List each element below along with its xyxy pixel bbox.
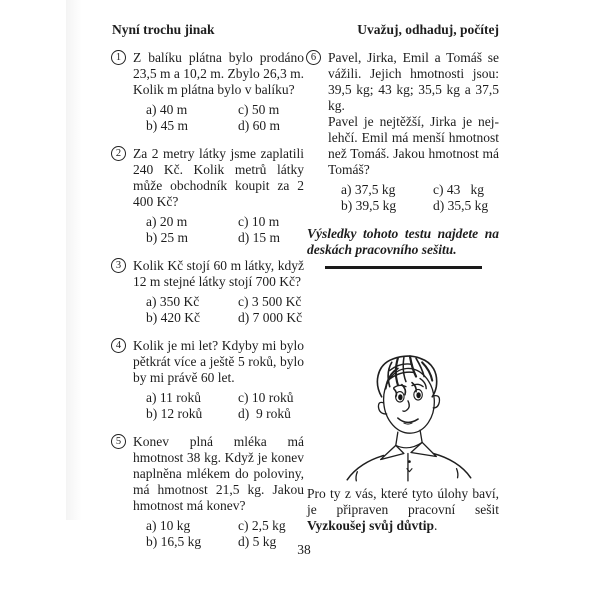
option-b: b) 12 roků [146, 406, 203, 421]
option-c: c) 50 m [238, 102, 280, 117]
problem-1 [112, 50, 304, 134]
option-c: c) 3 500 Kč [238, 294, 302, 309]
problem-number-badge: 5 [111, 434, 126, 449]
problem-5 [112, 434, 304, 550]
results-note: Výsledky tohoto testu najdete na deskách pracovního sešitu. [307, 226, 499, 257]
promo-text [307, 486, 499, 534]
option-d: d) 60 m [238, 118, 280, 133]
right-column-header: Uvažuj, odhaduj, počítej [357, 22, 499, 37]
option-a: a) 350 Kč [146, 294, 200, 309]
option-a: a) 10 kg [146, 518, 191, 533]
problem-number-badge: 2 [111, 146, 126, 161]
problem-text: Konev plná mléka má hmotnost 38 kg. Když je konev naplněna mlékem do poloviny, má hmotnost 21,5 kg. Jakou hmotnost má konev? [133, 434, 304, 513]
problem-2 [112, 146, 304, 246]
option-c: c) 43 kg [433, 182, 484, 197]
page-edge-shadow [66, 0, 82, 520]
problem-text: Za 2 metry látky jsme zaplatili 240 Kč. Kolik metrů látky může obchodník koupit za 2 400 Kč? [133, 146, 304, 209]
option-b: b) 25 m [146, 230, 188, 245]
left-column [112, 22, 304, 562]
option-a: a) 40 m [146, 102, 188, 117]
option-b: b) 16,5 kg [146, 534, 202, 549]
page-number: 38 [297, 542, 311, 557]
problem-number-badge: 3 [111, 258, 126, 273]
problem-options [328, 182, 499, 214]
promo-text-before: Pro ty z vás, které tyto úlohy baví, je připraven pracovní sešit [307, 486, 499, 517]
option-c: c) 10 m [238, 214, 280, 229]
option-a: a) 37,5 kg [341, 182, 396, 197]
promo-text-after: . [434, 518, 438, 533]
option-d: d) 15 m [238, 230, 280, 245]
problem-4 [112, 338, 304, 422]
problem-options [133, 390, 304, 422]
problem-text: Pavel je nejtěžší, Jirka je nejlehčí. Emil má menší hmotnost než Tomáš. Jakou hmotnost má Tomáš? [328, 114, 499, 177]
option-b: b) 39,5 kg [341, 198, 397, 213]
option-c: c) 2,5 kg [238, 518, 286, 533]
problem-text: Kolik Kč stojí 60 m látky, když 12 m stejné látky stojí 700 Kč? [133, 258, 304, 289]
problem-options [133, 214, 304, 246]
problem-text: Kolik je mi let? Kdyby mi bylo pětkrát více a ještě 5 roků, bylo by mi právě 60 let. [133, 338, 304, 385]
promo-book-title: Vyzkoušej svůj důvtip [307, 518, 435, 533]
option-b: b) 420 Kč [146, 310, 200, 325]
problem-options [133, 294, 304, 326]
option-a: a) 20 m [146, 214, 188, 229]
option-d: d) 7 000 Kč [238, 310, 303, 325]
problem-3 [112, 258, 304, 326]
section-divider [325, 266, 482, 269]
problem-number-badge: 6 [306, 50, 321, 65]
right-column [307, 22, 499, 533]
option-d: d) 5 kg [238, 534, 277, 549]
problem-options [133, 102, 304, 134]
problem-number-badge: 4 [111, 338, 126, 353]
problem-number-badge: 1 [111, 50, 126, 65]
boy-illustration [331, 348, 493, 482]
problem-text: Z balíku plátna bylo prodáno 23,5 m a 10,2 m. Zbylo 26,3 m. Kolik m plátna bylo v balíku? [133, 50, 304, 97]
problem-6 [307, 50, 499, 214]
option-a: a) 11 roků [146, 390, 201, 405]
option-d: d) 35,5 kg [433, 198, 489, 213]
option-b: b) 45 m [146, 118, 188, 133]
problem-text: Pavel, Jirka, Emil a Tomáš se vážili. Jejich hmotnosti jsou: 39,5 kg; 43 kg; 35,5 kg a 37,5 kg. [328, 50, 499, 113]
option-d: d) 9 roků [238, 406, 291, 421]
left-column-header: Nyní trochu jinak [112, 22, 215, 37]
option-c: c) 10 roků [238, 390, 294, 405]
